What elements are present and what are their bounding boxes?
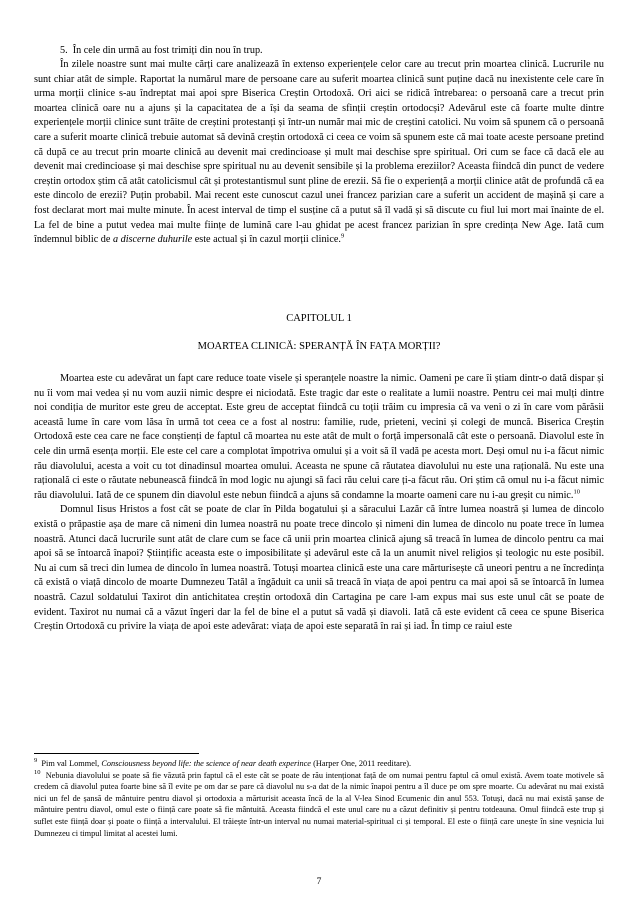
- footnote-10: [34, 770, 604, 840]
- footnote-10-number: 10: [34, 768, 41, 776]
- para2-text: Moartea este cu adevărat un fapt care reduce toate visele și speranțele noastre la nimic. Oameni pe care îi știam dintr-o dată dispar și nu îi vom mai vedea și nu vom auzii nimic despre ei niciodată. Este tragic dar este o realitate a lumii noastre. Pentru cei mai mulți dintre noi condiția de muritor este greu de acceptat. Este greu de acceptat fiindcă cu toții trăim cu impresia că va veni o zi în care vom părăsii această lume în care vom lăsa în urmă tot ceea ce a fost al nostru: familie, rude, prieteni, vecini și colegi de muncă. Biserica Creștin Ortodoxă este cea care ne face conștienți de faptul că moartea nu este atât de mult o forță impersonală cât este o persoană. Diavolul este în cele din urmă esența morții. Ele este cel care a complotat împotriva omului și a voit să îl vadă pe acesta mort. Deși omul nu i-a făcut nimic rău diavolului, acesta a voit cu tot dinadinsul moartea omului. Aceasta ne spune că răutatea diavolului nu este una rațională. Nu este una rațională ci este o răutate nebunească fiindcă în mod logic nu ajungi să faci rău celui care ți-a făcut rău. Ori știm că omul nu i-a făcut nimic rău diavolului. Iată de ce spunem din diavolul este nebun fiindcă a ajuns să condamne la moarte oameni care nu i-au greșit cu nimic.: [34, 373, 604, 501]
- para1-text: În zilele noastre sunt mai multe cărți care analizează în extenso experiențele celor care au trecut prin moartea clinică. Lucrurile nu sunt chiar atât de simple. Raportat la numărul mare de persoane care au suferit moartea clinică sunt puține dacă nu inexistente cele care în urma morții clinice s-au îndreptat mai apoi spre Biserica Creștin Ortodoxă. Ori aici se ridică întrebarea: o persoană care a trecut prin moartea clinică oare nu a ajuns și la capacitatea de a își da seama de sfinții creștin ortodocși? Adevărul este că foarte multe dintre experiențele morții clinice sunt trăite de creștini protestanți și într-un număr mai mic de creștini catolici. Nu voim să spunem că o persoană care a suferit moarte clinică trebuie automat să devină creștin ortodoxă ci ceea ce voim să spunem este că mai toate aceste persoane pretind că după ce au trecut prin moarte clinică au devenit mai credincioase și mult mai deschise spre spiritual. Ori cum se face că dacă ele au devenit mai credincioase și mai deschise spre spiritual nu au devenit sensibile și la problema ereziilor? Aceasta fiindcă din punct de vedere creștin ortodox știm că atât catolicismul cât și protestantismul sunt pline de erezii. Să fie o experiență a morții clinice atât de profundă că ea este dincolo de erezii? Puțin probabil. Mai recent este cunoscut cazul unei francez parizian care a suferit un accident de mașină și care a fost declarat mort mai multe minute. În acest interval de timp el susține că a putut să îl vadă și să discute cu fiul lui mort mai înainte de el. La fel de bine a putut vedea mai multe ființe de lumină care l-au ghidat pe acest francez parizian în spre credința New Age. Iată cum îndemnul biblic de: [34, 59, 604, 246]
- list-item-5: 5. În cele din urmă au fost trimiți din nou în trup.: [60, 45, 263, 56]
- page-number: 7: [316, 877, 322, 887]
- footnote-separator: [34, 753, 199, 754]
- chapter-body: [34, 372, 604, 635]
- footnote-9-number: 9: [34, 757, 38, 765]
- chapter-label: CAPITOLUL 1: [286, 313, 352, 324]
- paragraph-intro: [34, 58, 604, 248]
- footnote-9-pre: Pim val Lommel,: [41, 759, 102, 768]
- footnote-9: [34, 758, 604, 770]
- chapter-title: MOARTEA CLINICĂ: SPERANȚĂ ÎN FAȚA MORȚII?: [197, 341, 441, 352]
- footnote-9-post: (Harper One, 2011 reeditare).: [311, 759, 412, 768]
- footnote-ref-9[interactable]: 9: [340, 232, 345, 240]
- para1-end: este actual și în cazul morții clinice.: [192, 234, 341, 246]
- footnote-9-title: Consciousness beyond life: the science of near death experince: [101, 759, 311, 768]
- footnotes: [34, 758, 604, 839]
- paragraph-death: [34, 372, 604, 503]
- footnote-ref-10[interactable]: 10: [573, 488, 580, 496]
- para1-italic: a discerne duhurile: [112, 234, 193, 246]
- paragraph-text: [34, 58, 604, 248]
- paragraph-lazarus: Domnul Iisus Hristos a fost cât se poate de clar în Pilda bogatului și a săracului Lazăr că între lumea noastră și lumea de dincolo există o prăpastie așa de mare că nimeni din lumea noastră nu poate trece dincolo și nimeni din lumea de dincolo nu poate trece în lumea noastră. Atunci dacă lucrurile sunt atât de clare cum se face că unii prin moartea clinică ajung să treacă în lumea de dincolo pentru ca mai apoi să se întoarcă înapoi? Științific aceasta este o imposibilitate și adevărul este că la un anumit nivel religios și teologic nu este posibil. Nu ai cum să treci din lumea de dincolo în lumea noastră. Totuși moartea clinică este una care mărturisește că uneori pentru a ne încredința că există o viață dincolo de moarte Dumnezeu Tatăl a îngăduit ca unii să treacă în viața de apoi pentru ca mai apoi să se întoarcă în lumea noastră. Cazul soldatului Taxirot din antichitatea creștin ortodoxă din Cartagina pe care l-am expus mai sus este unul cât se poate de evident. Taxirot nu numai că a văzut îngeri dar la fel de bine el a putut să vadă și diavoli. Iată că este evident că ceea ce spune Biserica Creștin Ortodoxă cu privire la viața de apoi este adevărat: viața de apoi este separată în rai și iad. În timp ce raiul este: [34, 504, 604, 633]
- footnote-10-text: Nebunia diavolului se poate să fie văzută prin faptul că el este cât se poate de rău intenționat față de om numai pentru faptul că omul există. Avem toate motivele să credem că diavolul putea foarte bine să îl evite pe om dar se pare că diavolul nu s-a dat de la nimic înapoi pentru a îl duce pe om spre moarte. Cu adevărat nu mai există nici un fel de șansă de mântuire pentru diavol și ortodoxia a mărturisit aceasta încă de la al V-lea Sinod Ecumenic din anul 553. Totuși, dacă nu mai există șanse de mântuire pentru diavol, omul este o ființă care poate să fie mântuită. Aceasta fiindcă el este unul care nu a căzut definitiv și pentru totdeauna. Omul fiindcă este trup și suflet este ființă doar și poate o ființă a intervalului. El trăiește într-un interval nu numai material-spiritual ci și temporal. El este o ființă care unește în sine veșnicia lui Dumnezeu ci timpul limitat al acestei lumi.: [34, 770, 604, 838]
